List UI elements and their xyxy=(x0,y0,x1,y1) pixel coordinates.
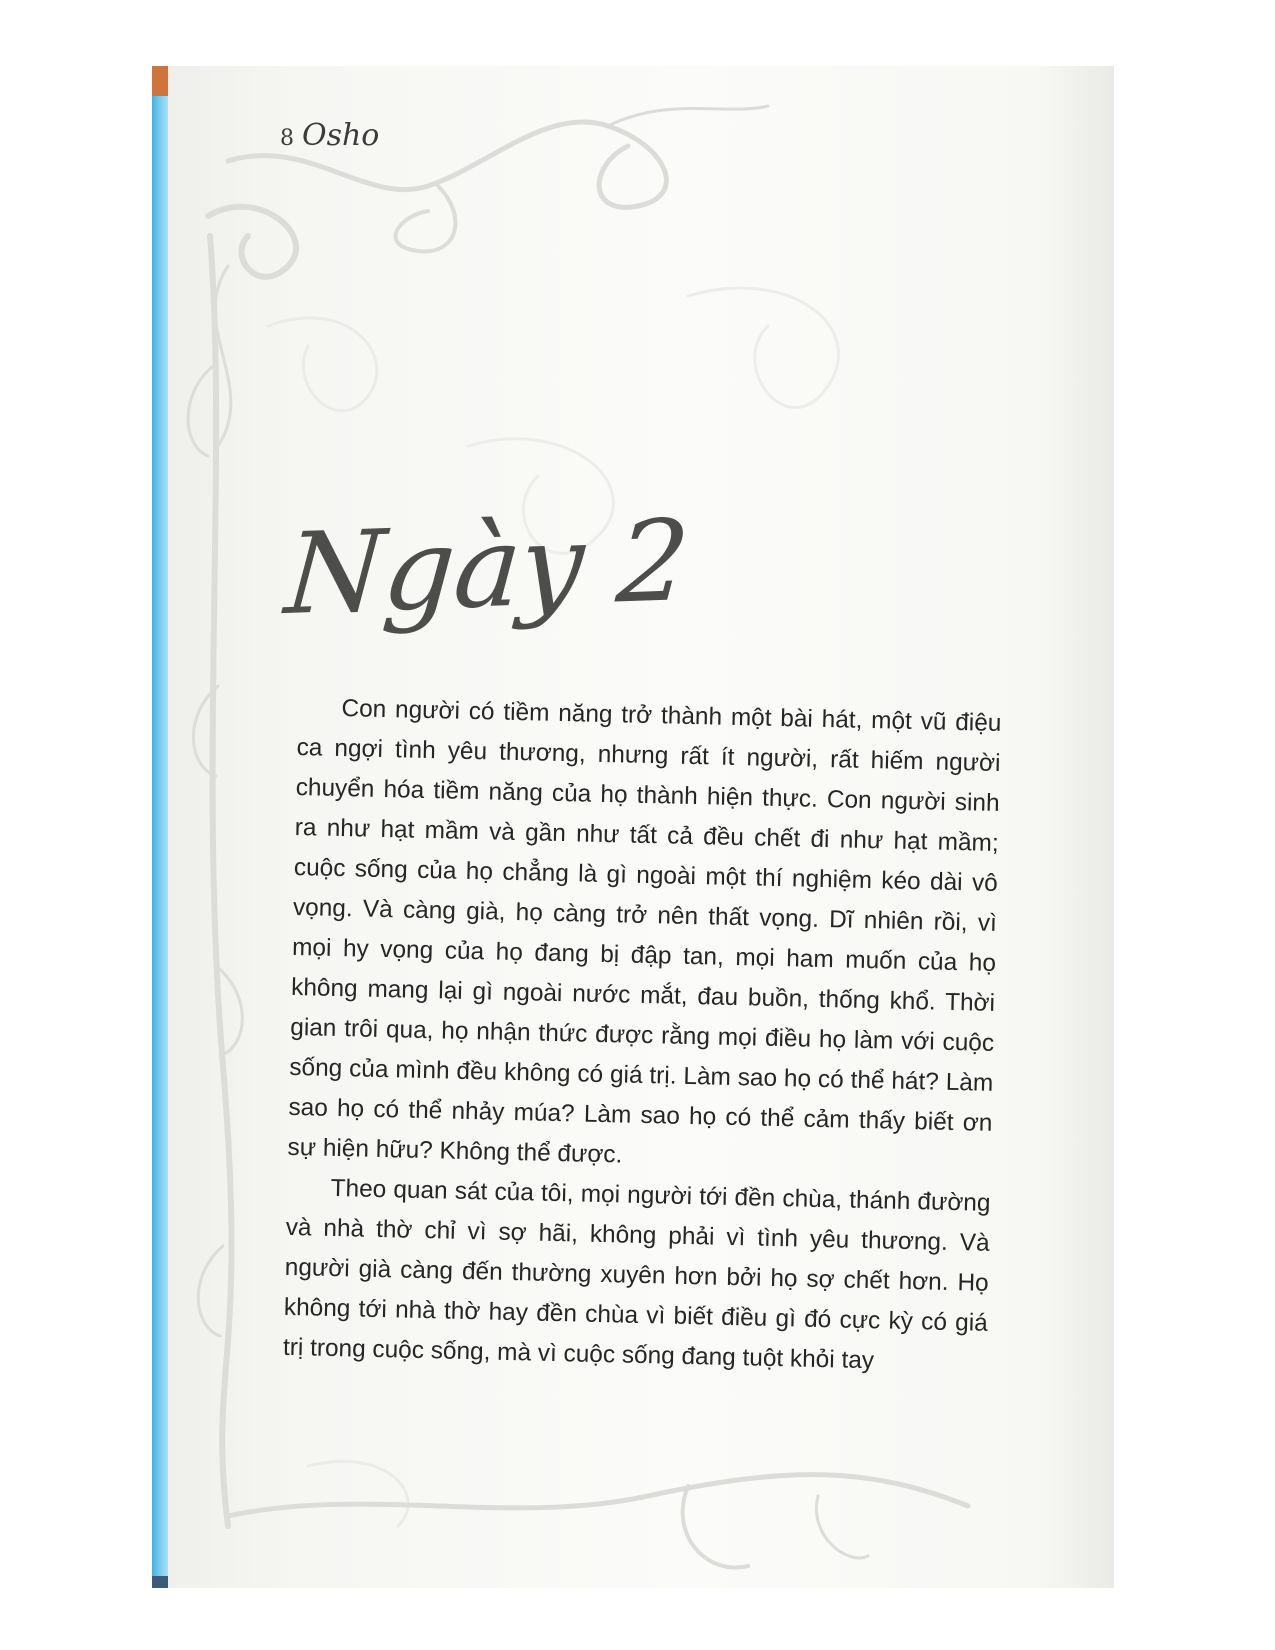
book-page xyxy=(168,66,1114,1588)
body-text xyxy=(283,688,1002,1384)
page-header xyxy=(280,118,379,153)
paragraph-2: Theo quan sát của tôi, mọi người tới đền chùa, thánh đường và nhà thờ chỉ vì sợ hãi, không phải vì tình yêu thương. Và người già càng đến thường xuyên hơn bởi họ sợ chết hơn. Họ không tới nhà thờ hay đền chùa vì biết điều gì đó cực kỳ có giá trị trong cuộc sống, mà vì cuộc sống đang tuột khỏi tay xyxy=(282,1174,991,1375)
paragraph-1: Con người có tiềm năng trở thành một bài hát, một vũ điệu ca ngợi tình yêu thương, nhưng rất ít người, rất hiếm người chuyển hóa tiềm năng của họ thành hiện thực. Con người sinh ra như hạt mầm và gần như tất cả đều chết đi như hạt mầm; cuộc sống của họ chẳng là gì ngoài một thí nghiệm kéo dài vô vọng. Và càng già, họ càng trở nên thất vọng. Dĩ nhiên rồi, vì mọi hy vọng của họ đang bị đập tan, mọi ham muốn của họ không mang lại gì ngoài nước mắt, đau buồn, thống khổ. Thời gian trôi qua, họ nhận thức được rằng mọi điều họ làm với cuộc sống của mình đều không có giá trị. Làm sao họ có thể hát? Làm sao họ có thể nhảy múa? Làm sao họ có thể cảm thấy biết ơn sự hiện hữu? Không thể được. xyxy=(287,694,1002,1169)
book-spine-blue-edge xyxy=(152,96,168,1576)
chapter-title: Ngày 2 xyxy=(281,496,693,640)
book-spine-orange-edge xyxy=(152,66,168,96)
book-spine-bottom-edge xyxy=(152,1576,168,1588)
running-head-author: Osho xyxy=(302,118,380,153)
page-number: 8 xyxy=(280,126,294,151)
